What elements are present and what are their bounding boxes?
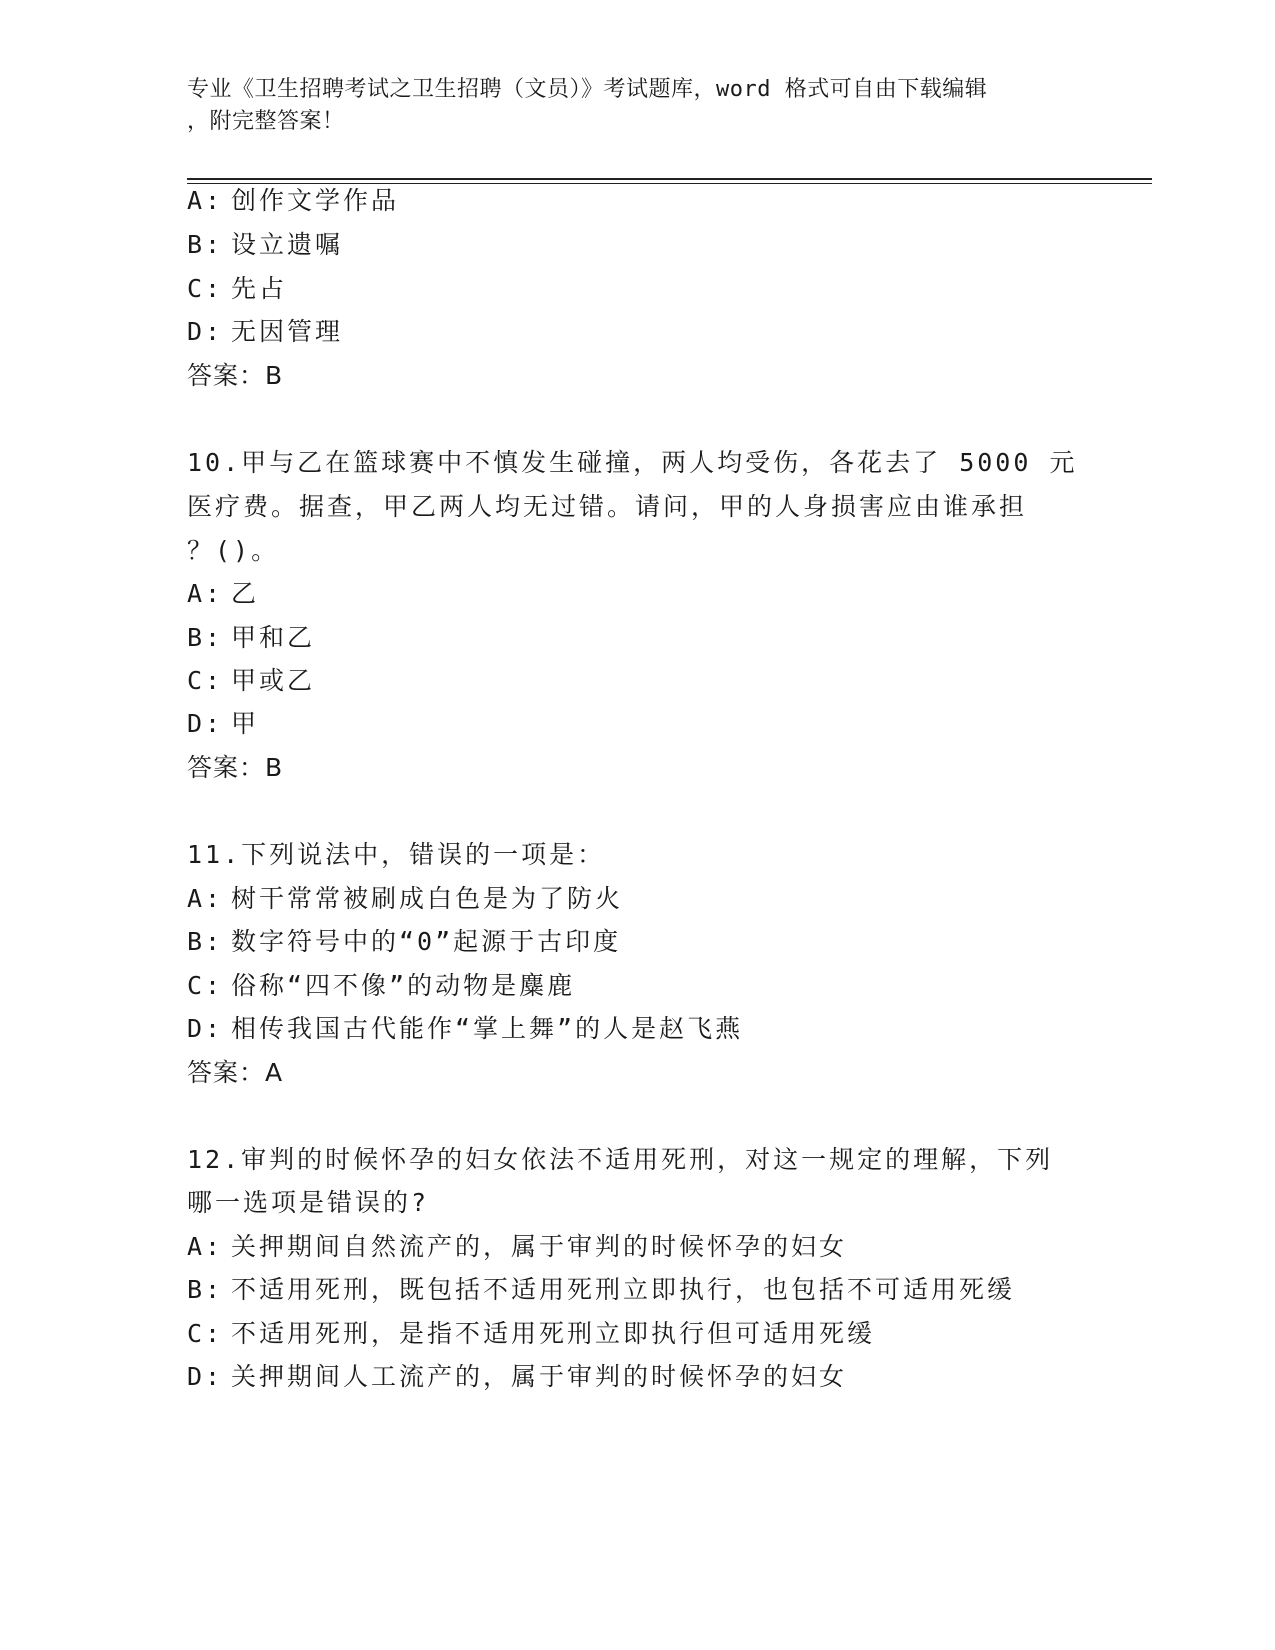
q10-option-b: B: 甲和乙 xyxy=(187,623,316,652)
q9-option-a: A: 创作文学作品 xyxy=(187,186,400,215)
q11-option-b: B: 数字符号中的“0”起源于古印度 xyxy=(187,927,622,956)
q9-option-b: B: 设立遗嘱 xyxy=(187,230,344,259)
q10-stem-line-2: 医疗费。据查，甲乙两人均无过错。请问，甲的人身损害应由谁承担 xyxy=(187,492,1028,521)
q11-stem-line-1: 11.下列说法中，错误的一项是： xyxy=(187,840,606,869)
q12-option-a: A: 关押期间自然流产的，属于审判的时候怀孕的妇女 xyxy=(187,1232,848,1261)
q10-option-c: C: 甲或乙 xyxy=(187,666,316,695)
q12-stem-line-2: 哪一选项是错误的? xyxy=(187,1188,430,1217)
q12-option-c: C: 不适用死刑，是指不适用死刑立即执行但可适用死缓 xyxy=(187,1319,876,1348)
q10-stem-line-3: ？()。 xyxy=(187,536,280,565)
q10-stem-line-1: 10.甲与乙在篮球赛中不慎发生碰撞，两人均受伤，各花去了 5000 元 xyxy=(187,448,1078,477)
q11-option-a: A: 树干常常被刷成白色是为了防火 xyxy=(187,884,624,913)
header-line-1: 专业《卫生招聘考试之卫生招聘（文员）》考试题库，word 格式可自由下载编辑 xyxy=(187,77,988,102)
q10-option-a: A: 乙 xyxy=(187,579,260,608)
q10-answer: 答案：B xyxy=(187,753,284,782)
q9-answer: 答案：B xyxy=(187,361,284,390)
q10-option-d: D: 甲 xyxy=(187,709,260,738)
q12-stem-line-1: 12.审判的时候怀孕的妇女依法不适用死刑，对这一规定的理解，下列 xyxy=(187,1145,1054,1174)
header-divider-thin xyxy=(187,183,1152,184)
q11-answer: 答案：A xyxy=(187,1058,284,1087)
q12-option-b: B: 不适用死刑，既包括不适用死刑立即执行，也包括不可适用死缓 xyxy=(187,1275,1016,1304)
q11-option-d: D: 相传我国古代能作“掌上舞”的人是赵飞燕 xyxy=(187,1014,744,1043)
q12-option-d: D: 关押期间人工流产的，属于审判的时候怀孕的妇女 xyxy=(187,1362,848,1391)
header-line-2: ，附完整答案！ xyxy=(187,109,345,134)
q9-option-c: C: 先占 xyxy=(187,274,288,303)
q11-option-c: C: 俗称“四不像”的动物是麋鹿 xyxy=(187,971,576,1000)
q9-option-d: D: 无因管理 xyxy=(187,317,344,346)
document-header xyxy=(187,74,1067,138)
header-divider-thick xyxy=(187,178,1152,180)
